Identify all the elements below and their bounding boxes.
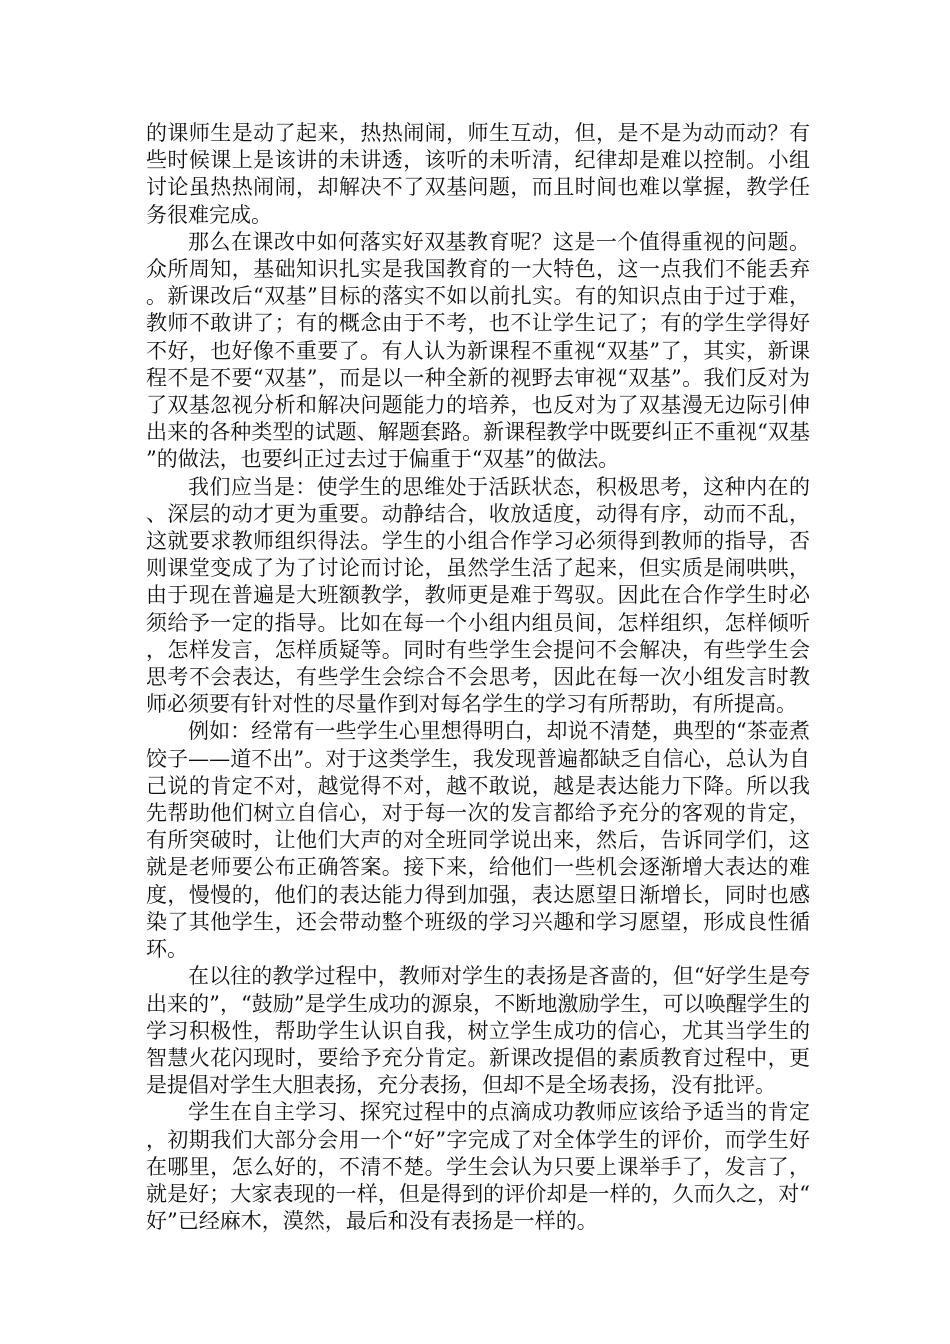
paragraph-evaluation: 学生在自主学习、探究过程中的点滴成功教师应该给予适当的肯定，初期我们大部分会用一个“好”字完成了对全体学生的评价，而学生好在哪里，怎么好的，不清不楚。学生会认为只要上课举手了，发言了，就是好；大家表现的一样，但是得到的评价却是一样的，久而久之，对“好”已经麻木，漠然，最后和没有表扬是一样的。 — [146, 1100, 810, 1234]
document-body — [146, 120, 810, 1235]
paragraph-continuation: 的课师生是动了起来，热热闹闹，师生互动，但，是不是为动而动？有些时候课上是该讲的未讲透，该听的未听清，纪律却是难以控制。小组讨论虽热热闹闹，却解决不了双基问题，而且时间也难以掌握，教学任务很难完成。 — [146, 121, 810, 227]
paragraph-active-thinking: 我们应当是：使学生的思维处于活跃状态，积极思考，这种内在的、深层的动才更为重要。动静结合，收放适度，动得有序，动而不乱，这就要求教师组织得法。学生的小组合作学习必须得到教师的指导，否则课堂变成了为了讨论而讨论，虽然学生活了起来，但实质是闹哄哄，由于现在普遍是大班额教学，教师更是难于驾驭。因此在合作学生时必须给予一定的指导。比如在每一个小组内组员间，怎样组织，怎样倾听，怎样发言，怎样质疑等。同时有些学生会提问不会解决，有些学生会思考不会表达，有些学生会综合不会思考，因此在每一次小组发言时教师必须要有针对性的尽量作到对每名学生的学习有所帮助，有所提高。 — [146, 474, 810, 717]
paragraph-example: 例如：经常有一些学生心里想得明白，却说不清楚，典型的“茶壶煮饺子——道不出”。对于这类学生，我发现普遍都缺乏自信心，总认为自己说的肯定不对，越觉得不对，越不敢说，越是表达能力下降。所以我先帮助他们树立自信心，对于每一次的发言都给予充分的客观的肯定，有所突破时，让他们大声的对全班同学说出来，然后，告诉同学们，这就是老师要公布正确答案。接下来，给他们一些机会逐渐增大表达的难度，慢慢的，他们的表达能力得到加强，表达愿望日渐增长，同时也感染了其他学生，还会带动整个班级的学习兴趣和学习愿望，形成良性循环。 — [146, 719, 810, 962]
paragraph-praise: 在以往的教学过程中，教师对学生的表扬是吝啬的，但“好学生是夸出来的”，“鼓励”是学生成功的源泉，不断地激励学生，可以唤醒学生的学习积极性，帮助学生认识自我，树立学生成功的信心，尤其当学生的智慧火花闪现时，要给予充分肯定。新课改提倡的素质教育过程中，更是提倡对学生大胆表扬，充分表扬，但却不是全场表扬，没有批评。 — [146, 964, 810, 1098]
paragraph-double-basics: 那么在课改中如何落实好双基教育呢？这是一个值得重视的问题。众所周知，基础知识扎实是我国教育的一大特色，这一点我们不能丢弃。新课改后“双基”目标的落实不如以前扎实。有的知识点由于过于难，教师不敢讲了；有的概念由于不考，也不让学生记了；有的学生学得好不好，也好像不重要了。有人认为新课程不重视“双基”了，其实，新课程不是不要“双基”，而是以一种全新的视野去审视“双基”。我们反对为了双基忽视分析和解决问题能力的培养，也反对为了双基漫无边际引伸出来的各种类型的试题、解题套路。新课程教学中既要纠正不重视“双基”的做法，也要纠正过去过于偏重于“双基”的做法。 — [146, 229, 810, 472]
